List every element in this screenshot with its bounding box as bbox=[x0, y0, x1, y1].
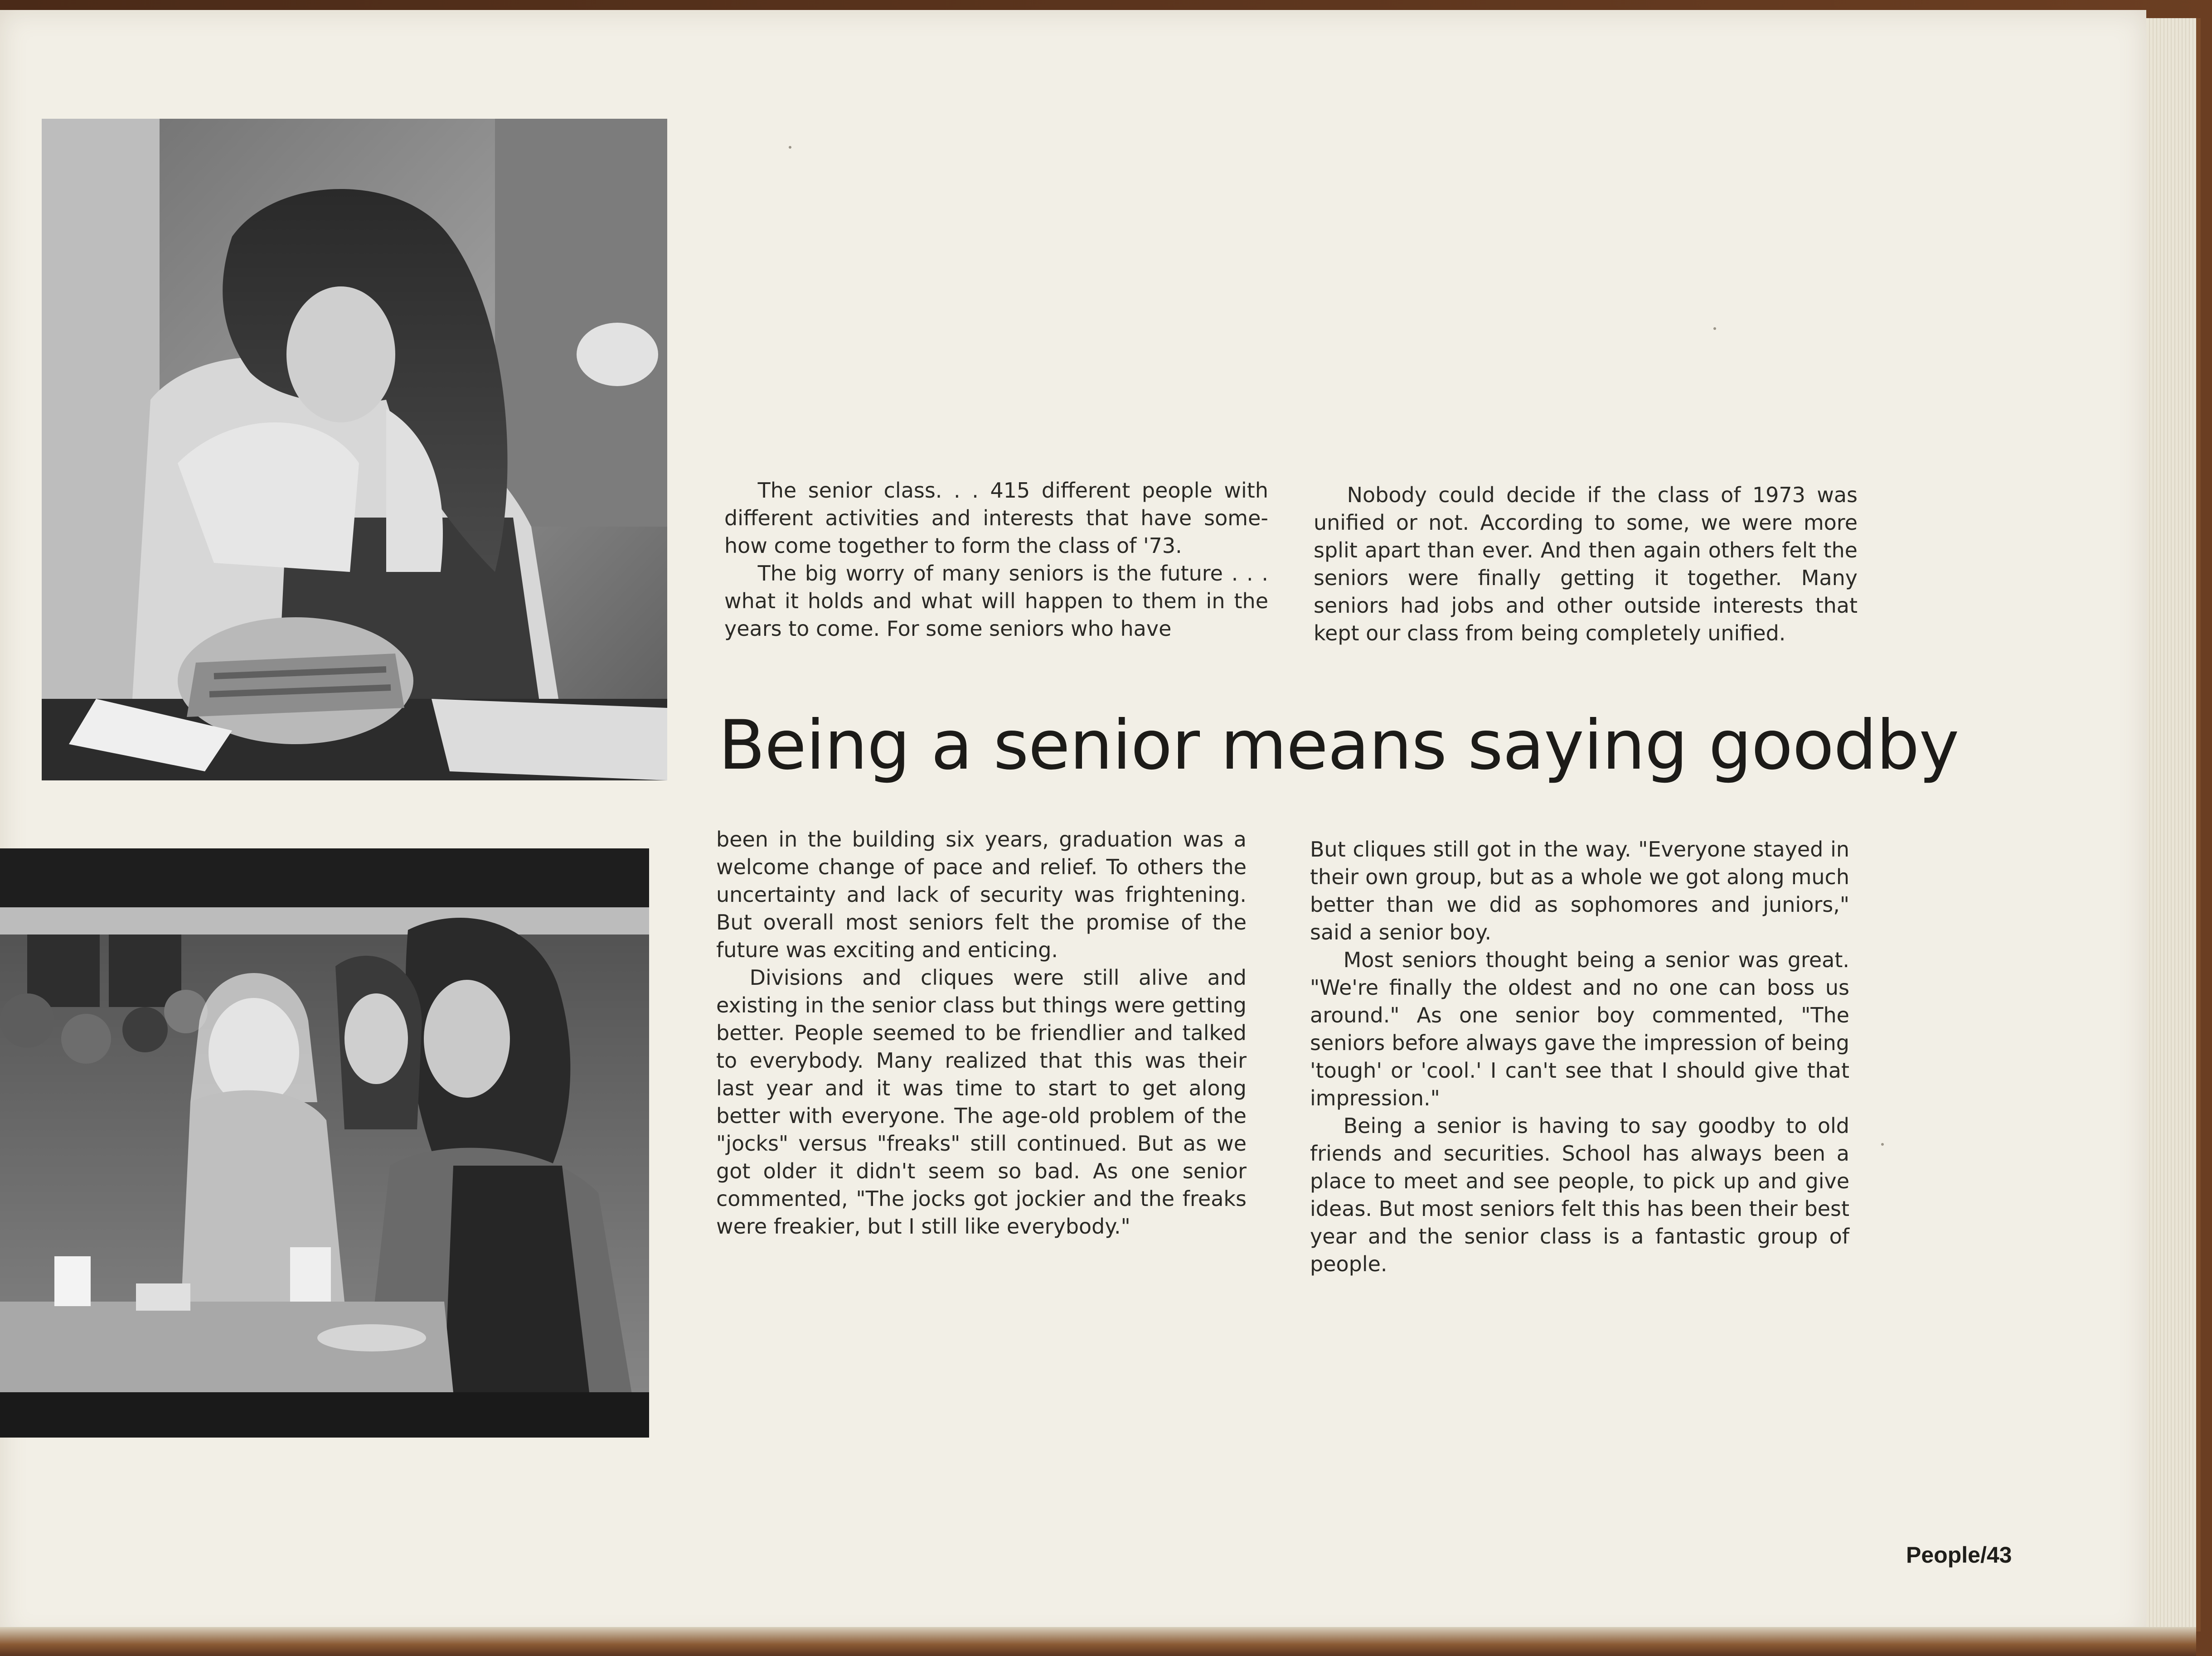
photo-student-resting-head-image bbox=[42, 119, 667, 780]
page-folio: People/43 bbox=[1906, 1542, 2012, 1568]
page-edges bbox=[2146, 18, 2201, 1632]
text-column-top-right bbox=[1314, 481, 1858, 647]
paragraph: Being a senior is having to say goodby to old friends and securities. School has always been a place to meet and see people, to pick up and give ideas. But most seniors felt this has been their best year and the senior class is a fantastic group of people. bbox=[1310, 1114, 1849, 1276]
book-bottom-edge bbox=[0, 1627, 2196, 1656]
paper-speck bbox=[1881, 1143, 1884, 1146]
paper-speck bbox=[1713, 327, 1716, 330]
paragraph: Nobody could decide if the class of 1973 was unified or not. According to some, we were more split apart than ever. And then again others felt the seniors were finally getting it together. Many seniors had jobs and other outside interests that kept our class from being completely unified. bbox=[1314, 483, 1858, 645]
paper-speck bbox=[789, 146, 791, 149]
paragraph: Divisions and cliques were still alive and existing in the senior class but things were getting better. People seemed to be friendlier and talked to everybody. Many realized that this was their last year and it was time to start to get along better with everyone. The age-old problem of the "jocks" versus "freaks" still continued. But as we got older it didn't seem so bad. As one senior commented, "The jocks got jockier and the freaks were freakier, but I still like everybody." bbox=[716, 965, 1247, 1239]
text-column-bottom-left bbox=[716, 826, 1247, 1240]
photo-student-resting-head bbox=[42, 119, 667, 780]
article-headline: Being a senior means saying goodby bbox=[718, 706, 1959, 785]
photo-cafeteria-students bbox=[0, 848, 649, 1438]
paragraph: The senior class. . . 415 different people with different activities and interests that have some-how come together to form the class of '73. bbox=[724, 478, 1268, 558]
text-column-bottom-right bbox=[1310, 836, 1849, 1278]
text-column-top-left bbox=[724, 477, 1268, 643]
paragraph: been in the building six years, graduation was a welcome change of pace and relief. To others the uncertainty and lack of security was frightening. But overall most seniors felt the promise of the future was exciting and enticing. bbox=[716, 827, 1247, 962]
yearbook-page bbox=[0, 10, 2146, 1641]
paragraph: But cliques still got in the way. "Everyone stayed in their own group, but as a whole we got along much better than we did as sophomores and juniors," said a senior boy. bbox=[1310, 837, 1849, 944]
photo-cafeteria-students-image bbox=[0, 848, 649, 1438]
paragraph: The big worry of many seniors is the future . . . what it holds and what will happen to them in the years to come. For some seniors who have bbox=[724, 561, 1268, 641]
paragraph: Most seniors thought being a senior was great. "We're finally the oldest and no one can boss us around." As one senior boy commented, "The seniors before always gave the impression of being 'tough' or 'cool.' I can't see that I should give that impression." bbox=[1310, 948, 1849, 1110]
